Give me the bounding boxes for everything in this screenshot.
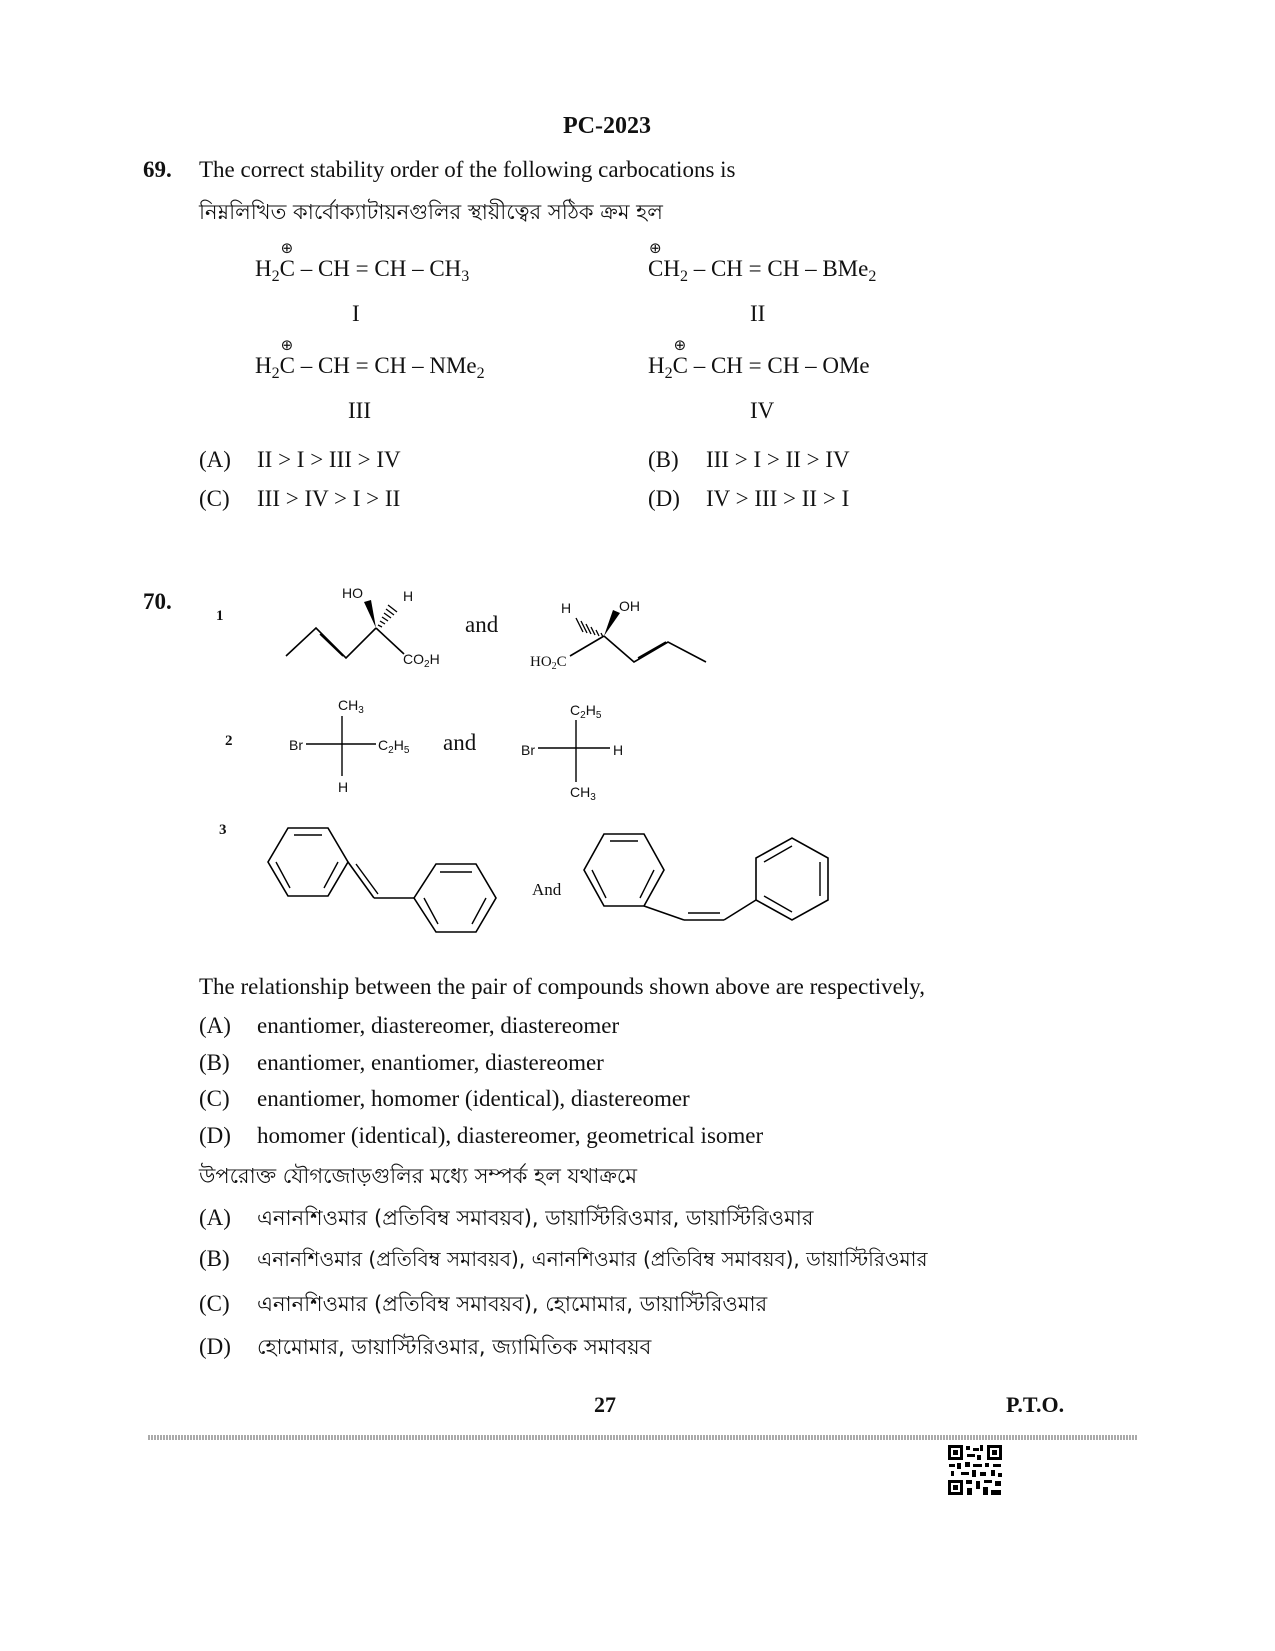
structure-II: ⊕ $CH_2$ – CH = CH – BMe$_2$ (648, 239, 877, 285)
q69-text-en: The correct stability order of the following carbocations is (199, 157, 736, 182)
pair1-oh: OH (619, 598, 640, 614)
label-II: II (750, 301, 766, 326)
pair1-h: H (403, 588, 414, 604)
q69-option-c: (C) III > IV > I > II (199, 486, 401, 511)
label-IV: IV (750, 398, 775, 423)
pto-label: P.T.O. (1006, 1392, 1065, 1417)
pair2-left-h: H (338, 779, 349, 795)
q70-option-bn-d: (D) হোমোমার, ডায়াস্টিরিওমার, জ্যামিতিক সমাবয়ব (199, 1334, 652, 1359)
pair1-co2h: $CO_2H$ (403, 651, 440, 670)
pair-label-2: 2 (225, 733, 233, 749)
pair1-structures (270, 580, 730, 690)
paper-code: PC-2023 (563, 113, 651, 139)
pair2-right-c2h5: $C_2H_5$ (570, 702, 602, 721)
q70-text-bn: উপরোক্ত যৌগজোড়গুলির মধ্যে সম্পর্ক হল যথাক্রমে (199, 1164, 637, 1188)
q70-option-bn-b: (B) এনানশিওমার (প্রতিবিম্ব সমাবয়ব), এনানশিওমার (প্রতিবিম্ব সমাবয়ব), ডায়াস্টিরিওমার (199, 1246, 928, 1271)
pair2-left-c2h5: $C_2H_5$ (378, 737, 410, 756)
q70-option-en-c: (C) enantiomer, homomer (identical), diastereomer (199, 1086, 690, 1111)
q69-option-a: (A) II > I > III > IV (199, 447, 401, 472)
q70-option-en-a: (A) enantiomer, diastereomer, diastereomer (199, 1013, 620, 1038)
pair2-left-br: Br (289, 737, 303, 753)
pair2-right-ch3: $CH_3$ (570, 784, 596, 803)
pair2-and: and (443, 730, 477, 755)
q69-option-b: (B) III > I > II > IV (648, 447, 850, 472)
q70-option-bn-a: (A) এনানশিওমার (প্রতিবিম্ব সমাবয়ব), ডায়াস্টিরিওমার, ডায়াস্টিরিওমার (199, 1205, 814, 1230)
q70-option-en-d: (D) homomer (identical), diastereomer, geometrical isomer (199, 1123, 764, 1148)
pair1-h2: H (561, 600, 572, 616)
structure-I: $H_2$ ⊕ C – CH = CH – $CH_3$ (255, 239, 470, 285)
q70-option-bn-c: (C) এনানশিওমার (প্রতিবিম্ব সমাবয়ব), হোমোমার, ডায়াস্টিরিওমার (199, 1291, 768, 1316)
pair1-and: and (465, 612, 499, 637)
pair2-right-h: H (613, 742, 624, 758)
q69-option-d: (D) IV > III > II > I (648, 486, 850, 511)
pair3-and: And (532, 880, 562, 899)
page-number: 27 (594, 1392, 616, 1417)
pair1-ho2c: $HO_2C$ (530, 654, 567, 672)
q70-option-en-b: (B) enantiomer, enantiomer, diastereomer (199, 1050, 604, 1075)
pair2-right-br: Br (521, 742, 535, 758)
structure-IV: $H_2$ ⊕ C – CH = CH – OMe (648, 336, 870, 382)
label-I: I (352, 301, 360, 326)
qr-code-icon (947, 1444, 1003, 1496)
structure-III: $H_2$ ⊕ C – CH = CH – NMe$_2$ (255, 336, 485, 382)
pair1-ho: HO (342, 585, 363, 601)
pair2-left-ch3: $CH_3$ (338, 697, 364, 716)
q69-text-bn: নিম্নলিখিত কার্বোক্যাটায়নগুলির স্থায়ীত্বের সঠিক ক্রম হল (199, 200, 663, 224)
q69-number: 69. (143, 157, 172, 182)
q70-text-en: The relationship between the pair of compounds shown above are respectively, (199, 974, 925, 999)
pair-label-1: 1 (216, 608, 224, 624)
pair-label-3: 3 (219, 822, 227, 838)
label-III: III (348, 398, 371, 423)
q70-number: 70. (143, 589, 172, 614)
confidential-line (148, 1435, 1138, 1440)
